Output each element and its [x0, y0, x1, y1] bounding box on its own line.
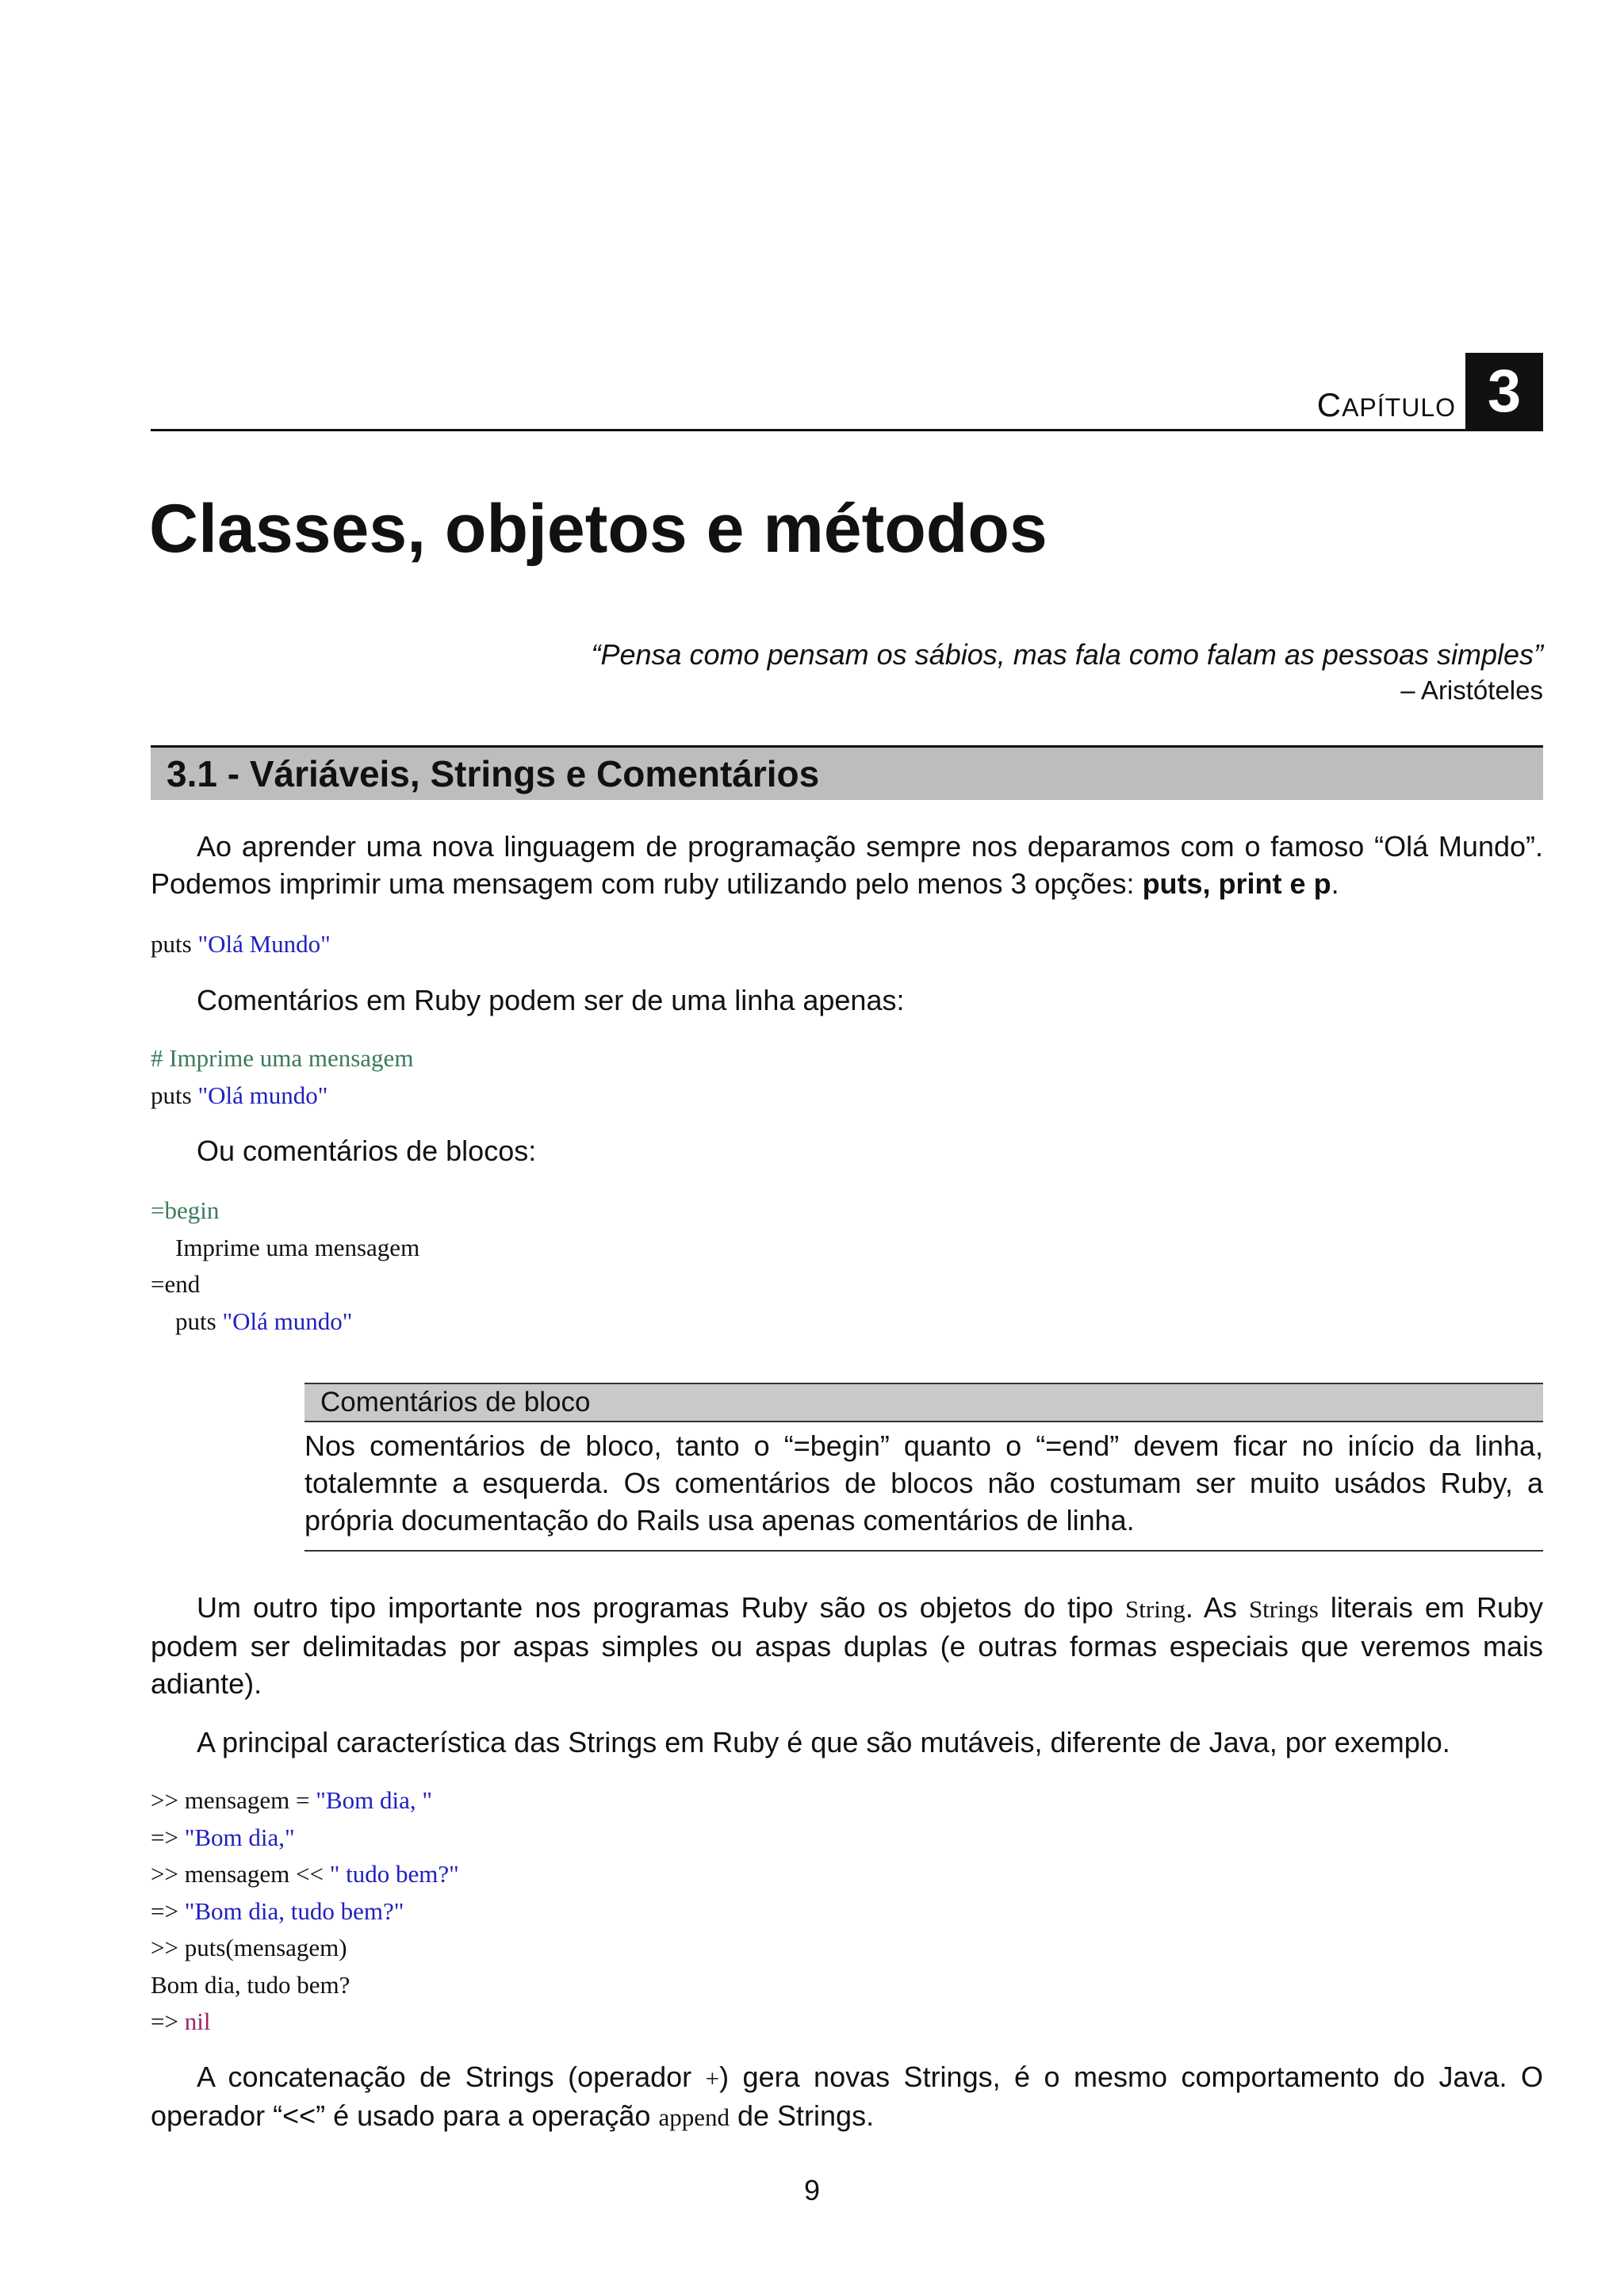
chapter-label: CAPÍTULO	[1316, 386, 1456, 423]
paragraph-intro: Ao aprender uma nova linguagem de programação sempre nos deparamos com o famoso “Olá Mundo”. Podemos imprimir uma mensagem com ruby utilizando pelo menos 3 opções: puts, print e p.	[151, 830, 1543, 900]
paragraph-concatenation: A concatenação de Strings (operador +) gera novas Strings, é o mesmo comportamento do Java. O operador “<<” é usado para a operação append de Strings.	[151, 2061, 1543, 2132]
note-body: Nos comentários de bloco, tanto o “=begin” quanto o “=end” devem ficar no início da linha, totalemnte a esquerda. Os comentários de blocos não costumam ser muito usádos Ruby, a própria documentação do Rails usa apenas comentários de linha.	[304, 1422, 1543, 1552]
chapter-number: 3	[1465, 353, 1543, 430]
paragraph-line-comments: Comentários em Ruby podem ser de uma linha apenas:	[197, 984, 905, 1016]
note-heading: Comentários de bloco	[304, 1383, 1543, 1422]
code-block-irb: >> mensagem = "Bom dia, " => "Bom dia," >> mensagem << " tudo bem?" => "Bom dia, tudo bem?" >> puts(mensagem) Bom dia, tudo bem? => nil	[151, 1786, 459, 2035]
paragraph-string-type: Um outro tipo importante nos programas Ruby são os objetos do tipo String. As Strings literais em Ruby podem ser delimitadas por aspas simples ou aspas duplas (e outras formas especiais que veremos mais adiante).	[151, 1591, 1543, 1700]
section-heading-bar	[151, 745, 1543, 800]
code-block-puts: puts "Olá Mundo"	[151, 930, 331, 958]
epigraph-quote: “Pensa como pensam os sábios, mas fala como falam as pessoas simples”	[591, 638, 1543, 671]
code-block-line-comment: # Imprime uma mensagem puts "Olá mundo"	[151, 1044, 414, 1109]
paragraph-mutable: A principal característica das Strings em Ruby é que são mutáveis, diferente de Java, por exemplo.	[197, 1726, 1450, 1758]
page-number: 9	[803, 2174, 821, 2206]
paragraph-block-comments: Ou comentários de blocos:	[197, 1135, 537, 1167]
chapter-header	[151, 353, 1543, 432]
epigraph-author: – Aristóteles	[1400, 675, 1543, 705]
page-title: Classes, objetos e métodos	[149, 491, 1048, 567]
note-box	[304, 1383, 1543, 1552]
code-block-block-comment: =begin Imprime uma mensagem =end puts "Olá mundo"	[151, 1196, 420, 1335]
section-title: 3.1 - Váriáveis, Strings e Comentários	[167, 753, 820, 794]
chapter-rule	[151, 429, 1543, 431]
